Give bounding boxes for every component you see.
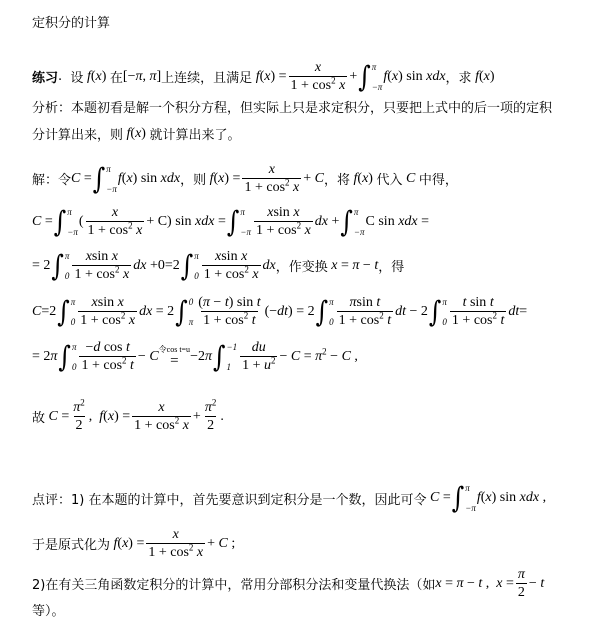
conclusion-line: 故 C = $\frac{\pi^2}{2}$ , f(x) = $\frac{x}{1 + \cos^2 x}$ + $\frac{\pi^2}{2}$ . [32, 397, 224, 433]
exercise-statement: 练习 . 设 f ( x ) 在 [−π, π] 上连续，且满足 f ( x ) = $\frac{x}{1 + \cos^2 x}$ + ∫ π −π f ( x ) sin xdx ，求 f ( x ) [32, 59, 495, 94]
exercise-label: 练习 [32, 71, 59, 86]
solution-line-3: = 2 ∫ π 0 $\frac{\text{xsin x}}{1 + \cos^2 x}$ dx +0=2 ∫ π 0 $\frac{\text{xsin x}}{1 + \cos^2 x}$ dx ，作变换 x = π − t ，得 [32, 248, 405, 283]
comment-line-4: 等）。 [32, 604, 65, 619]
analysis-line-1: 分析：本题初看是解一个积分方程，但实际上只是求定积分，只要把上式中的后一项的定积 [32, 101, 553, 116]
solution-line-1: 解：令 C = ∫ π −π f ( x ) sin xdx ，则 f ( x ) = $\frac{x}{1 + \cos^2 x}$ + C ，将 f ( x ) 代入 C 中得， [32, 161, 458, 196]
solution-line-2: C = ∫ π −π ( $\frac{x}{1 + \cos^2 x}$ + C) sin xdx = ∫ π −π $\frac{\text{xsin x}}{1 + \cos^2 x}$ dx + ∫ π −π C sin xdx = [32, 204, 430, 239]
substitution-equals: 令cos t=u = [158, 344, 191, 369]
page-title: 定积分的计算 [32, 16, 111, 31]
comment-line-1: 点评：1) 在本题的计算中，首先要意识到定积分是一个数，因此可令 C = ∫ π −π f ( x ) sin xdx , [32, 481, 547, 515]
integral: ∫ π −π [358, 59, 383, 94]
solution-line-4: C =2 ∫ π 0 $\frac{\text{xsin x}}{1 + \cos^2 x}$ dx = 2 ∫ 0 π $\frac{\text{(π − t) sin t}}{1 + \cos^2 t}$ (−dt) = 2 ∫ π 0 $\frac{\text{πsin t}}{1 + \cos^2 t}$ dt − 2 ∫ π 0 $\frac{\text{t sin t}}{1 + \cos^2 t}$ dt= [32, 294, 528, 329]
comment-line-2: 于是原式化为 f ( x ) = $\frac{x}{1 + \cos^2 x}$ + C ; [32, 527, 236, 560]
comment-line-3: 2)在有关三角函数定积分的计算中，常用分部积分法和变量代换法（如 x = π − t , x = $\frac{\pi}{2}$ − t [32, 567, 545, 600]
fraction: $\frac{x}{1 + \cos^2 x}$ [290, 60, 346, 93]
analysis-line-2: 分计算出来，则 f ( x ) 就计算出来了。 [32, 125, 241, 143]
solution-line-5: = 2π ∫ π 0 $\frac{\text{−d cos t}}{1 + \cos^2 t}$ − C 令cos t=u = −2π ∫ −1 1 $\frac{du}{1 + u^2}$ − $C = \pi^2 - C$ , [32, 339, 358, 374]
